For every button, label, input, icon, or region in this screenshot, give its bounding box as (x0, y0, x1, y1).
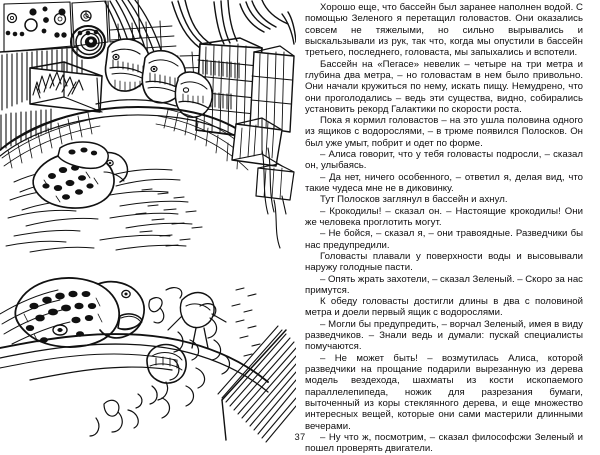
page-number-value: 37 (294, 431, 306, 442)
paragraph: Бассейн на «Пегасе» невелик – четыре на три метра и глубина два метра, – но головастам в нем было привольно. Они начали кружиться по нему, искать пищу. Немудрено, что они проголодались – ведь эти существа, видно, собирались установить рекорд Галактики по скорости роста. (305, 58, 583, 115)
illustration-spaceship-pool (0, 0, 296, 445)
paragraph: К обеду головасты достигли длины в два с половиной метра и доели первый ящик с водорослями. (305, 296, 583, 319)
paragraph: – Не бойся, – сказал я, – они травоядные. Разведчики бы нас предупредили. (305, 228, 583, 251)
paragraph: Пока я кормил головастов – на это ушла половина одного из ящиков с водорослями, – в трюме появился Полосков. Он был уже умыт, побрит и одет по форме. (305, 115, 583, 149)
crate-far-bottom-right (256, 164, 294, 200)
paragraph: Головасты плавали у поверхности воды и высовывали наружу голодные пасти. (305, 250, 583, 274)
paragraph: – Ну что ж, посмотрим, – сказал философсжи Зеленый и пошел проверять двигатели. (305, 431, 583, 455)
paragraph: – Алиса говорит, что у тебя головасты подросли, – сказал он, улыбаясь. (305, 149, 583, 172)
paragraph: – Не может быть! – возмутилась Алиса, которой разведчики на прощание подарили вырезанную из дерева модель вездехода, шахматы из кости ископаемого параллелепипеда, ножик для разрезания бумаги, выточенный из коры стеклянного дерева, и еще множество интересных вещей, которые они сами мастерили длинными вечерами. (305, 352, 583, 432)
page-number (0, 431, 600, 442)
paragraph: – Крокодилы! – сказал он. – Настоящие крокодилы! Они же человека проглотить могут. (305, 205, 583, 228)
paragraph: – Могли бы предупредить, – ворчал Зеленый, имея в виду разведчиков. – Знали ведь и думали: пускай специалисты помучаются. (305, 318, 583, 353)
illustration-artwork (0, 0, 296, 445)
paragraph: Тут Полосков заглянул в бассейн и ахнул. (320, 194, 508, 206)
body-text-column (305, 2, 583, 455)
paragraph: – Опять жрать захотели, – сказал Зеленый. – Скоро за нас примутся. (305, 273, 583, 296)
paragraph: – Да нет, ничего особенного, – ответил я, делая вид, что такие чудеса мне не в диковинку. (305, 171, 583, 194)
paragraph: Хорошо еще, что бассейн был заранее наполнен водой. С помощью Зеленого я перетащил головастов. Они оказались совсем не тяжелыми, но сильно вырывались и выскальзывали из рук, так что, когда мы опустили в бассейн третьего, последнего, головаста, мы запыхались и вспотели. (305, 2, 583, 59)
